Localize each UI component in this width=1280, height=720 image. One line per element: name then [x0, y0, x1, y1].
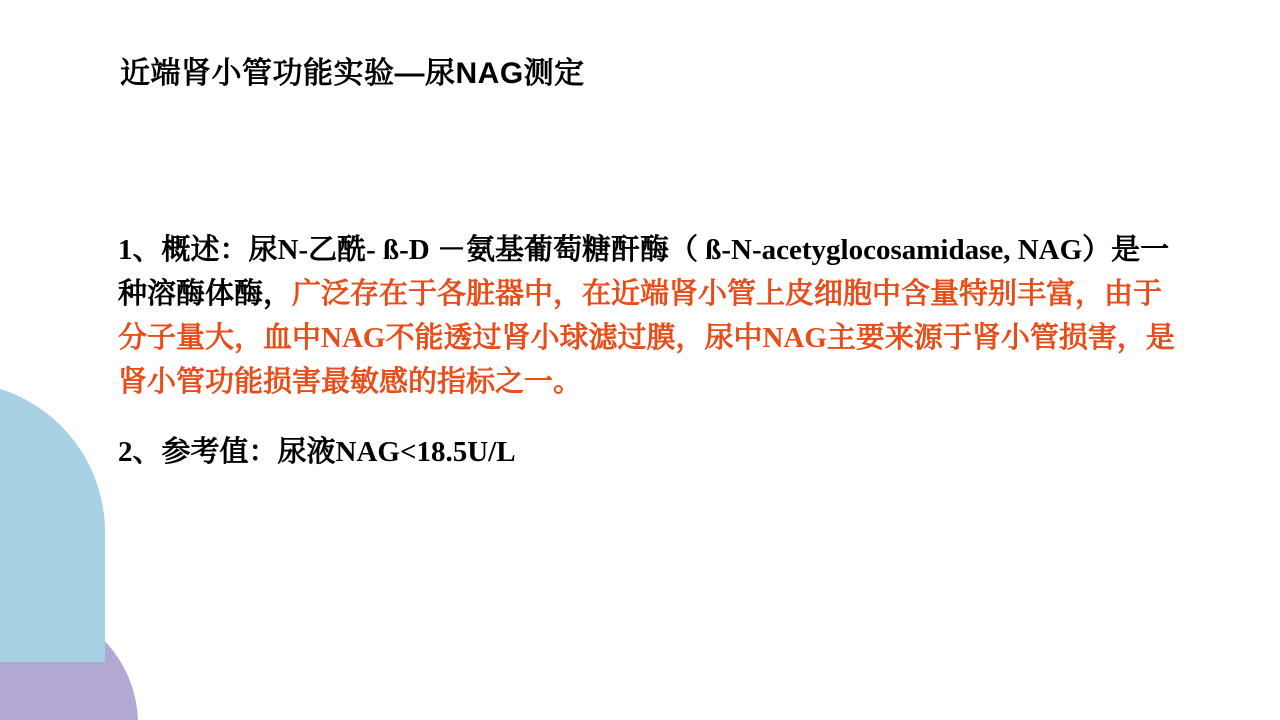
body-text-block — [118, 228, 1188, 474]
overview-black-text: 1、概述：尿N-乙酰- ß-D －氨基葡萄糖酐酶（ ß-N-acetyglocosamidase, NAG）是一种溶酶体酶， — [118, 234, 1170, 310]
decorative-blue-shape — [0, 382, 105, 662]
reference-value-text: 2、参考值：尿液NAG<18.5U/L — [118, 436, 516, 468]
page-title: 近端肾小管功能实验—尿NAG测定 — [120, 57, 585, 90]
paragraph-reference-value — [118, 430, 1188, 474]
overview-highlight-text: 广泛存在于各脏器中，在近端肾小管上皮细胞中含量特别丰富，由于分子量大，血中NAG不能透过肾小球滤过膜，尿中NAG主要来源于肾小管损害，是肾小管功能损害最敏感的指标之一。 — [118, 278, 1175, 398]
paragraph-overview — [118, 228, 1188, 404]
